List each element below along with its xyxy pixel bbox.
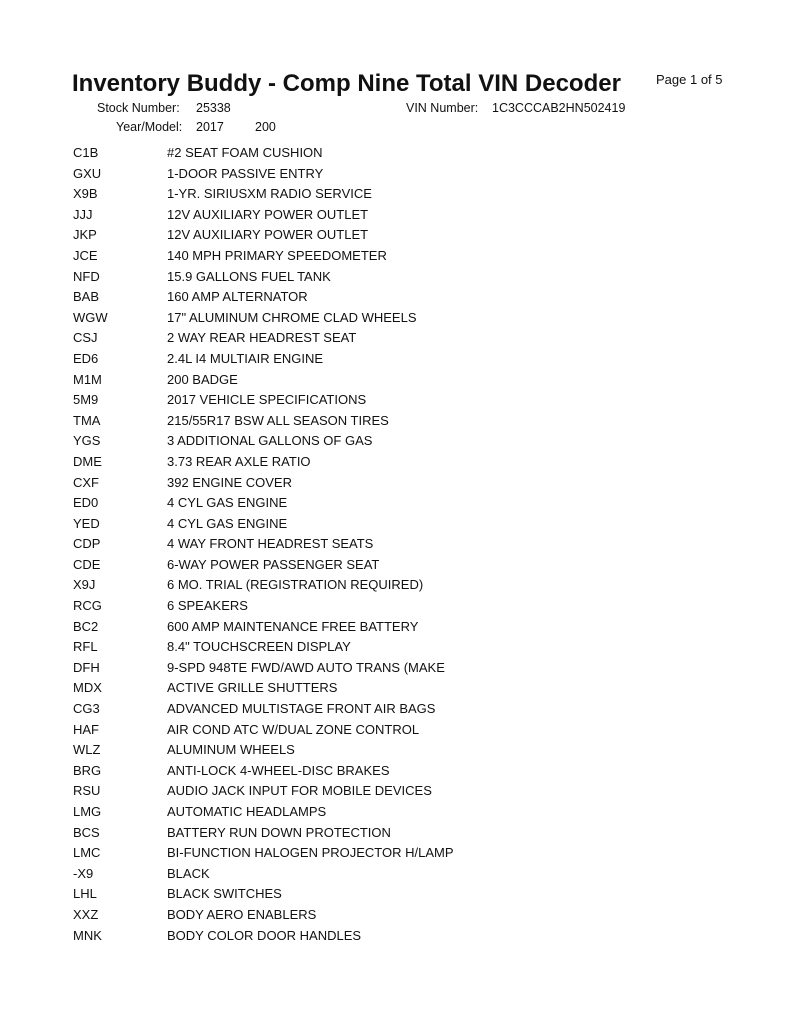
option-code: LMG xyxy=(73,804,102,819)
option-description: 3.73 REAR AXLE RATIO xyxy=(167,453,311,469)
option-description: 4 CYL GAS ENGINE xyxy=(167,515,288,531)
option-description: 160 AMP ALTERNATOR xyxy=(167,289,308,305)
list-item xyxy=(0,823,800,844)
list-item xyxy=(0,370,800,391)
option-description: 392 ENGINE COVER xyxy=(167,474,292,490)
year-model-label: Year/Model: xyxy=(116,120,183,134)
option-description: ADVANCED MULTISTAGE FRONT AIR BAGS xyxy=(167,701,436,717)
list-item xyxy=(0,678,800,699)
list-item xyxy=(0,143,800,164)
option-code: MNK xyxy=(73,927,102,943)
option-description: 8.4" TOUCHSCREEN DISPLAY xyxy=(167,639,351,655)
option-description: 17" ALUMINUM CHROME CLAD WHEELS xyxy=(167,309,417,325)
list-item xyxy=(0,349,800,370)
option-code: YGS xyxy=(73,433,101,449)
option-description: 2.4L I4 MULTIAIR ENGINE xyxy=(167,350,324,366)
list-item xyxy=(0,781,800,802)
list-item xyxy=(0,287,800,308)
option-description: 1-YR. SIRIUSXM RADIO SERVICE xyxy=(167,186,372,202)
option-code: CDE xyxy=(73,556,101,572)
option-code: NFD xyxy=(73,268,100,284)
list-item xyxy=(0,328,800,349)
option-code: HAF xyxy=(73,721,99,737)
list-item xyxy=(0,658,800,679)
option-description: 215/55R17 BSW ALL SEASON TIRES xyxy=(167,412,389,428)
list-item xyxy=(0,905,800,926)
option-description: ALUMINUM WHEELS xyxy=(167,742,295,758)
option-code: 5M9 xyxy=(73,392,99,408)
list-item xyxy=(0,740,800,761)
list-item xyxy=(0,514,800,535)
option-description: 600 AMP MAINTENANCE FREE BATTERY xyxy=(167,618,419,634)
list-item xyxy=(0,843,800,864)
option-code: LHL xyxy=(73,886,97,902)
option-description: BI-FUNCTION HALOGEN PROJECTOR H/LAMP xyxy=(167,845,454,861)
option-code: WGW xyxy=(73,309,108,325)
list-item xyxy=(0,575,800,596)
model-value: 200 xyxy=(255,120,276,134)
option-description: 12V AUXILIARY POWER OUTLET xyxy=(167,227,369,243)
option-code: CSJ xyxy=(73,330,98,346)
option-code: WLZ xyxy=(73,742,101,758)
option-description: 140 MPH PRIMARY SPEEDOMETER xyxy=(167,247,387,263)
option-code: JCE xyxy=(73,247,98,263)
list-item xyxy=(0,473,800,494)
option-code: JJJ xyxy=(73,206,93,222)
option-code: BCS xyxy=(73,824,100,840)
option-description: AUDIO JACK INPUT FOR MOBILE DEVICES xyxy=(167,783,432,799)
option-code: ED6 xyxy=(73,350,99,366)
option-code: -X9 xyxy=(73,865,94,881)
list-item xyxy=(0,205,800,226)
option-code: CXF xyxy=(73,474,99,490)
option-description: BODY AERO ENABLERS xyxy=(167,906,317,922)
option-description: AIR COND ATC W/DUAL ZONE CONTROL xyxy=(167,721,420,737)
list-item xyxy=(0,864,800,885)
option-description: AUTOMATIC HEADLAMPS xyxy=(167,804,327,819)
vin-number-value: 1C3CCCAB2HN502419 xyxy=(492,101,626,115)
year-value: 2017 xyxy=(196,120,224,134)
option-description: 4 WAY FRONT HEADREST SEATS xyxy=(167,536,374,552)
option-code: CG3 xyxy=(73,701,100,717)
stock-number-label: Stock Number: xyxy=(97,101,180,115)
list-item xyxy=(0,493,800,514)
option-description: 12V AUXILIARY POWER OUTLET xyxy=(167,206,369,222)
list-item xyxy=(0,802,800,823)
list-item xyxy=(0,452,800,473)
option-code: BAB xyxy=(73,289,100,305)
option-description: 3 ADDITIONAL GALLONS OF GAS xyxy=(167,433,373,449)
option-code: JKP xyxy=(73,227,97,243)
list-item xyxy=(0,225,800,246)
option-description: 15.9 GALLONS FUEL TANK xyxy=(167,268,331,284)
list-item xyxy=(0,617,800,638)
list-item xyxy=(0,884,800,905)
list-item xyxy=(0,164,800,185)
list-item xyxy=(0,596,800,617)
option-description: 4 CYL GAS ENGINE xyxy=(167,495,288,511)
option-code: BC2 xyxy=(73,618,99,634)
option-description: 2 WAY REAR HEADREST SEAT xyxy=(167,330,357,346)
list-item xyxy=(0,308,800,329)
list-item xyxy=(0,411,800,432)
list-item xyxy=(0,390,800,411)
list-item xyxy=(0,184,800,205)
option-description: BODY COLOR DOOR HANDLES xyxy=(167,927,362,943)
option-description: BLACK xyxy=(167,865,210,881)
page-number: Page 1 of 5 xyxy=(656,72,723,87)
option-code: RCG xyxy=(73,598,102,614)
option-code: TMA xyxy=(73,412,101,428)
option-code: MDX xyxy=(73,680,102,696)
option-description: 6 MO. TRIAL (REGISTRATION REQUIRED) xyxy=(167,577,424,593)
option-description: 1-DOOR PASSIVE ENTRY xyxy=(167,165,324,181)
option-code: CDP xyxy=(73,536,101,552)
option-code: M1M xyxy=(73,371,102,387)
option-code: XXZ xyxy=(73,906,99,922)
option-code: C1B xyxy=(73,145,99,160)
list-item xyxy=(0,431,800,452)
stock-number-value: 25338 xyxy=(196,101,231,115)
option-description: 6-WAY POWER PASSENGER SEAT xyxy=(167,556,380,572)
list-item xyxy=(0,534,800,555)
option-description: #2 SEAT FOAM CUSHION xyxy=(167,145,323,160)
option-code: YED xyxy=(73,515,100,531)
option-code: LMC xyxy=(73,845,101,861)
list-item xyxy=(0,720,800,741)
option-code: DME xyxy=(73,453,102,469)
option-description: ACTIVE GRILLE SHUTTERS xyxy=(167,680,338,696)
option-code: RFL xyxy=(73,639,98,655)
option-code: X9J xyxy=(73,577,96,593)
option-code: GXU xyxy=(73,165,102,181)
option-code: X9B xyxy=(73,186,98,202)
option-description: 9-SPD 948TE FWD/AWD AUTO TRANS (MAKE xyxy=(167,659,445,675)
option-code-list xyxy=(0,143,800,946)
vin-number-label: VIN Number: xyxy=(406,101,479,115)
list-item xyxy=(0,267,800,288)
list-item xyxy=(0,246,800,267)
option-description: ANTI-LOCK 4-WHEEL-DISC BRAKES xyxy=(167,762,390,778)
option-description: BLACK SWITCHES xyxy=(167,886,282,902)
option-description: 2017 VEHICLE SPECIFICATIONS xyxy=(167,392,367,408)
list-item xyxy=(0,761,800,782)
list-item xyxy=(0,699,800,720)
list-item xyxy=(0,555,800,576)
option-description: BATTERY RUN DOWN PROTECTION xyxy=(167,824,391,840)
list-item xyxy=(0,637,800,658)
option-code: BRG xyxy=(73,762,102,778)
list-item xyxy=(0,926,800,947)
page-title: Inventory Buddy - Comp Nine Total VIN Decoder xyxy=(72,70,621,97)
option-code: ED0 xyxy=(73,495,99,511)
option-code: DFH xyxy=(73,659,100,675)
option-code: RSU xyxy=(73,783,101,799)
option-description: 6 SPEAKERS xyxy=(167,598,248,614)
option-description: 200 BADGE xyxy=(167,371,238,387)
